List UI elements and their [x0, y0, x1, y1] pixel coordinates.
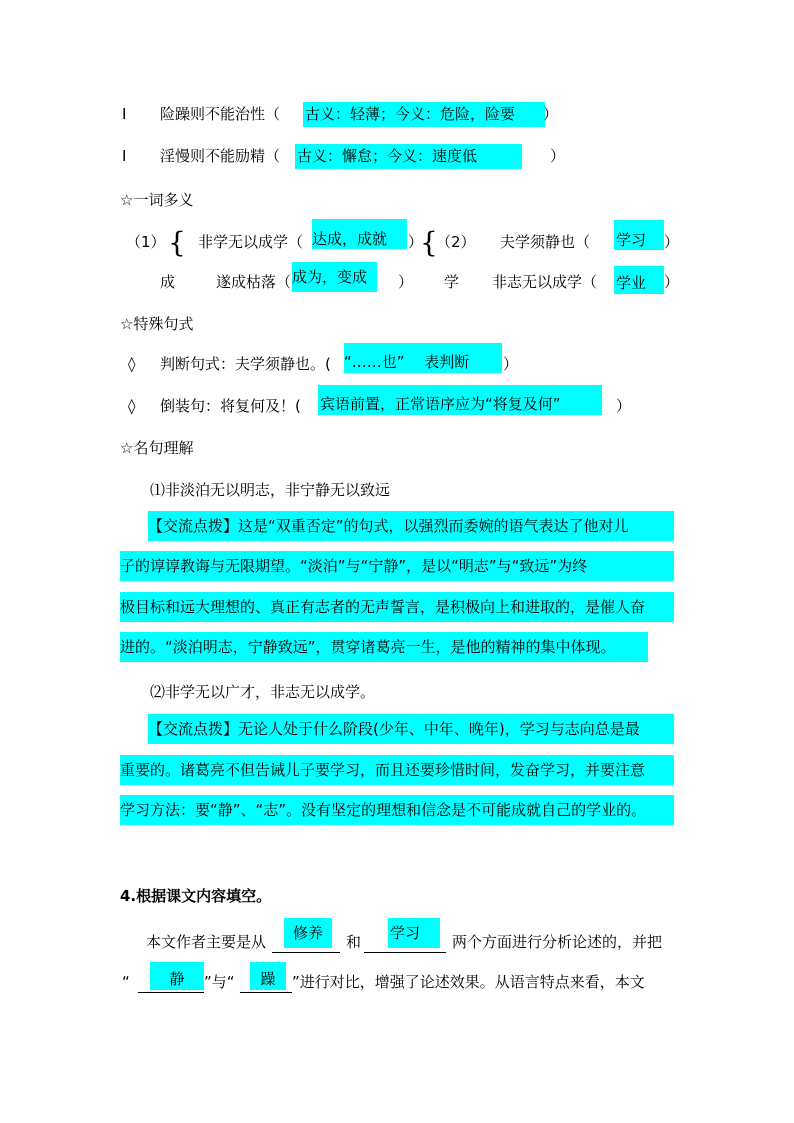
quote-title: ⑵非学无以广才，非志无以成学。 [150, 683, 376, 701]
close-paren: ） [398, 273, 414, 291]
explanation-line: 【交流点拨】这是“双重否定”的句式，以强烈而委婉的语气表达了他对儿 [148, 511, 674, 541]
explanation-line: 子的谆谆教诲与无限期望。“淡泊”与“宁静”，是以“明志”与“致远”为终 [120, 551, 674, 581]
line-text: 非学无以成学（ [198, 233, 304, 251]
fill-text: ”与“ [204, 973, 235, 991]
line-text: 夫学须静也（ [500, 233, 591, 251]
line-text: 判断句式：夫学须静也。( [160, 355, 331, 373]
answer-highlight: 成为，变成 [292, 262, 377, 292]
brace-icon: { [168, 226, 186, 259]
section-heading: ☆一词多义 [120, 191, 194, 209]
answer-highlight: 古义：懈怠；今义：速度低 [295, 144, 522, 169]
explanation-line: 重要的。诸葛亮不但告诫儿子要学习，而且还要珍惜时间，发奋学习，并要注意 [120, 755, 674, 785]
list-marker: Ⅰ [122, 147, 127, 165]
line-text: 倒装句：将复何及！( [160, 397, 301, 415]
answer-highlight: 学习 [614, 220, 664, 250]
line-text: 遂成枯落（ [216, 273, 292, 291]
explanation-line: 学习方法：要“静”、“志”。没有坚定的理想和信念是不可能成就自己的学业的。 [120, 795, 674, 825]
fill-text: ”进行对比，增强了论述效果。从语言特点来看，本文 [292, 973, 645, 991]
line-text: 险躁则不能治性（ [160, 105, 281, 123]
answer-highlight: “……也” 表判断 [344, 343, 502, 373]
section-heading: ☆特殊句式 [120, 315, 194, 333]
explanation-line: 【交流点拨】无论人处于什么阶段(少年、中年、晚年)，学习与志向总是最 [148, 714, 674, 744]
fill-text: “ [122, 973, 130, 991]
close-paren: ） [503, 355, 519, 373]
answer-highlight: 古义：轻薄；今义：危险，险要 [303, 102, 545, 127]
list-marker: ◊ [128, 355, 136, 373]
answer-highlight: 学业 [614, 266, 664, 294]
close-paren: ） [543, 105, 559, 123]
item-number: （1） [126, 233, 166, 251]
blank-answer: 静 [150, 962, 204, 990]
close-paren: ） [664, 233, 680, 251]
brace-icon: { [420, 226, 438, 259]
section-heading: ☆名句理解 [120, 439, 194, 457]
question-heading: 4.根据课文内容填空。 [120, 887, 272, 905]
fill-text: 本文作者主要是从 [146, 933, 267, 951]
answer-highlight: 达成，成就 [312, 219, 407, 249]
list-marker: ◊ [128, 397, 136, 415]
answer-highlight: 宾语前置，正常语序应为“将复及何” [318, 385, 602, 415]
fill-text: 和 [346, 933, 362, 951]
item-number: （2） [436, 233, 476, 251]
close-paren: ） [664, 273, 680, 291]
explanation-line: 极目标和远大理想的、真正有志者的无声誓言，是积极向上和进取的，是催人奋 [120, 592, 674, 622]
quote-title: ⑴非淡泊无以明志，非宁静无以致远 [150, 481, 391, 499]
blank-answer: 学习 [388, 918, 440, 948]
line-text: 淫慢则不能励精（ [160, 147, 281, 165]
close-paren: ） [616, 397, 632, 415]
blank-answer: 修养 [284, 918, 332, 948]
fill-text: 两个方面进行分析论述的，并把 [452, 933, 663, 951]
blank-answer: 躁 [250, 962, 286, 990]
explanation-line: 进的。“淡泊明志，宁静致远”，贯穿诸葛亮一生，是他的精神的集中体现。 [120, 632, 648, 662]
list-marker: Ⅰ [122, 105, 127, 123]
key-character: 学 [444, 273, 460, 291]
line-text: 非志无以成学（ [492, 273, 598, 291]
key-character: 成 [160, 273, 176, 291]
close-paren: ） [408, 233, 424, 251]
close-paren: ） [550, 147, 566, 165]
